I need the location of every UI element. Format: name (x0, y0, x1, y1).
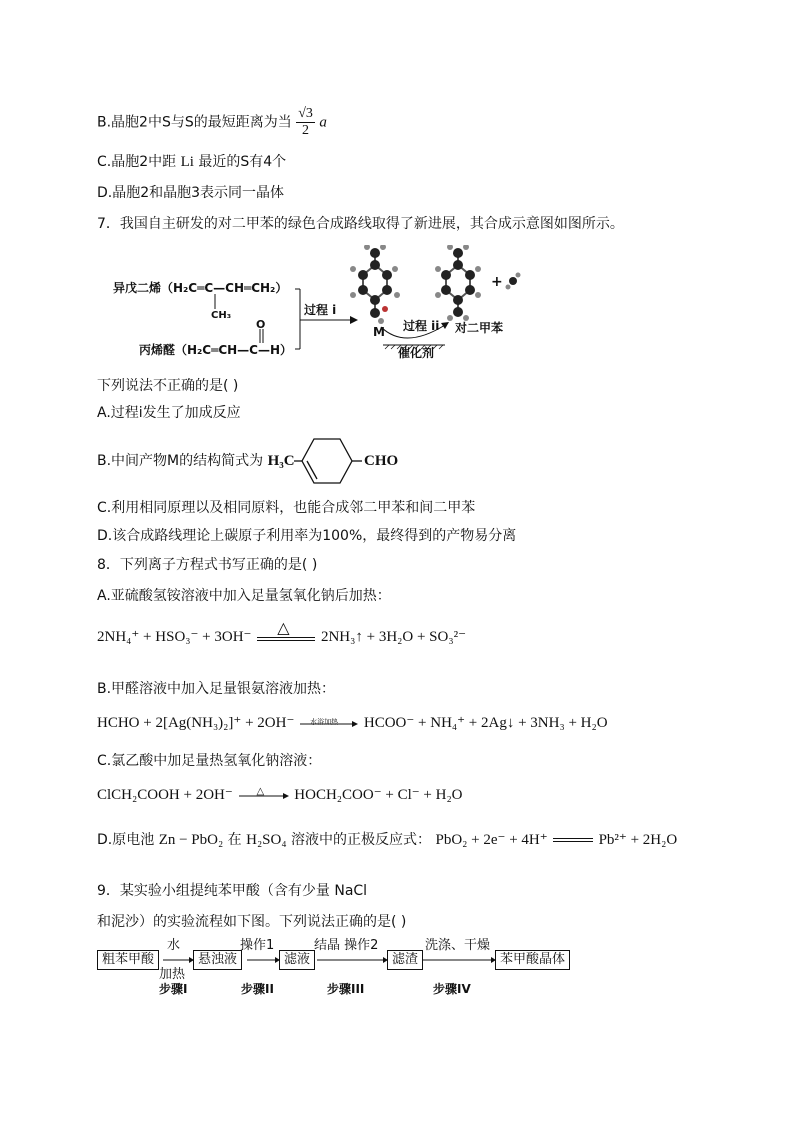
flow-label-heat: 加热 (159, 967, 186, 982)
plus-sign: + (491, 274, 503, 290)
methyl-label: CH₃ (211, 310, 232, 321)
intermediate-m-label: M (373, 325, 385, 339)
q7-question: 下列说法不正确的是( ) (97, 378, 239, 394)
equation-a-left: 2NH₄⁺ + HSO₃⁻ + 3OH⁻ (97, 629, 252, 645)
equation-b (97, 713, 608, 733)
diagram-drawing (105, 245, 535, 370)
q8-option-a: A.亚硫酸氢铵溶液中加入足量氢氧化钠后加热： (97, 588, 391, 604)
equation-c-left: ClCH₂COOH + 2OH⁻ (97, 787, 233, 803)
step-iv-label: 步骤IV (433, 982, 471, 996)
q8-option-b: B.甲醛溶液中加入足量银氨溶液加热： (97, 681, 336, 697)
q8-option-d-prefix: D.原电池 (97, 832, 155, 848)
q6-option-d: D.晶胞2和晶胞3表示同一晶体 (97, 185, 285, 201)
equation-b-arrow (300, 717, 358, 728)
flow-node-benzoic-acid-crystal: 苯甲酸晶体 (495, 950, 570, 970)
isoprene-label: 异戊二烯（H₂C═C—CH═CH₂） (113, 281, 288, 295)
water-molecule-model (506, 273, 521, 290)
equation-d-left: PbO₂ + 2e⁻ + 4H⁺ (435, 832, 548, 848)
sqrt3-over-2-fraction (296, 106, 315, 139)
q6-option-b (97, 106, 327, 139)
equation-d-right: Pb²⁺ + 2H₂O (598, 832, 678, 848)
variable-a: a (319, 114, 327, 131)
equation-a-right: 2NH₃↑ + 3H₂O + SO₃²⁻ (320, 629, 466, 645)
q6-option-c (97, 152, 286, 172)
flow-node-residue: 滤渣 (387, 950, 423, 970)
heat-symbol: △ (277, 619, 290, 637)
q8-option-c: C.氯乙酸中加足量热氢氧化钠溶液： (97, 753, 322, 769)
q8-stem: 8．下列离子方程式书写正确的是( ) (97, 557, 318, 573)
equation-b-left: HCHO + 2[Ag(NH₃)₂]⁺ + 2OH⁻ (97, 715, 295, 731)
flow-label-water: 水 (167, 938, 181, 953)
q6-option-b-text: B.晶胞2中S与S的最短距离为当 (97, 114, 292, 131)
q9-stem-line1: 9．某实验小组提纯苯甲酸（含有少量 NaCl (97, 883, 368, 899)
equation-d-equals (553, 838, 593, 842)
p-xylene-model (435, 245, 481, 321)
molecule-m-model (350, 245, 400, 324)
flow-node-filtrate: 滤液 (279, 950, 315, 970)
purification-flowchart (97, 940, 577, 1000)
equation-c-right: HOCH₂COO⁻ + Cl⁻ + H₂O (294, 787, 463, 803)
catalyst-label: 催化剂 (398, 346, 435, 360)
equation-a-equals-heat (257, 619, 315, 641)
heat-symbol: △ (256, 785, 265, 797)
fraction-numerator: √3 (298, 106, 313, 121)
cyclohexene-ring-structure (294, 433, 364, 489)
q9-stem-line2: 和泥沙）的实验流程如下图。下列说法正确的是( ) (97, 914, 407, 930)
process-ii-label: 过程 ii (403, 319, 440, 333)
step-iii-label: 步骤III (327, 982, 365, 996)
fraction-denominator: 2 (302, 123, 310, 138)
li-symbol: Li (180, 154, 194, 170)
q7-option-b (97, 451, 295, 471)
flow-label-wash-dry: 洗涤、干燥 (425, 938, 491, 953)
q7-option-d: D.该合成路线理论上碳原子利用率为100%，最终得到的产物易分离 (97, 528, 517, 544)
equation-c (97, 785, 463, 805)
equation-b-right: HCOO⁻ + NH₄⁺ + 2Ag↓ + 3NH₃ + H₂O (363, 715, 608, 731)
step-i-label: 步骤I (159, 982, 188, 996)
q7-option-b-prefix: B.中间产物M的结构简式为 (97, 453, 264, 469)
q8-option-d-in: 在 (227, 832, 242, 848)
product-label: 对二甲苯 (455, 321, 504, 335)
methyl-group-left: H₃C (267, 453, 295, 469)
q6-option-c-prefix: C.晶胞2中距 (97, 154, 177, 170)
cell-notation: Zn − PbO₂ (158, 832, 224, 848)
flow-node-suspension: 悬浊液 (193, 950, 242, 970)
sulfuric-acid-formula: H₂SO₄ (246, 832, 287, 848)
flow-node-crude-benzoic-acid: 粗苯甲酸 (97, 950, 159, 970)
q7-option-c: C.利用相同原理以及相同原料，也能合成邻二甲苯和间二甲苯 (97, 500, 476, 516)
process-i-label: 过程 i (304, 303, 337, 317)
oxygen-label: O (256, 318, 266, 331)
synthesis-diagram (105, 245, 535, 370)
q7-option-a: A.过程i发生了加成反应 (97, 405, 241, 421)
step-ii-label: 步骤II (241, 982, 274, 996)
q7-stem: 7．我国自主研发的对二甲苯的绿色合成路线取得了新进展，其合成示意图如图所示。 (97, 216, 624, 232)
equation-c-arrow (239, 785, 289, 800)
water-bath-condition: 水浴加热 (310, 717, 339, 726)
acrolein-label: 丙烯醛（H₂C═CH—C—H） (139, 343, 293, 357)
flow-label-operation-1: 操作1 (240, 938, 275, 953)
flow-label-crystallize-operation-2: 结晶 操作2 (314, 938, 379, 953)
q8-option-d (97, 830, 677, 850)
q8-option-d-text: 溶液中的正极反应式： (291, 832, 432, 848)
aldehyde-group-right: CHO (364, 453, 399, 469)
q6-option-c-suffix: 最近的S有4个 (198, 154, 287, 170)
equation-a (97, 619, 466, 647)
